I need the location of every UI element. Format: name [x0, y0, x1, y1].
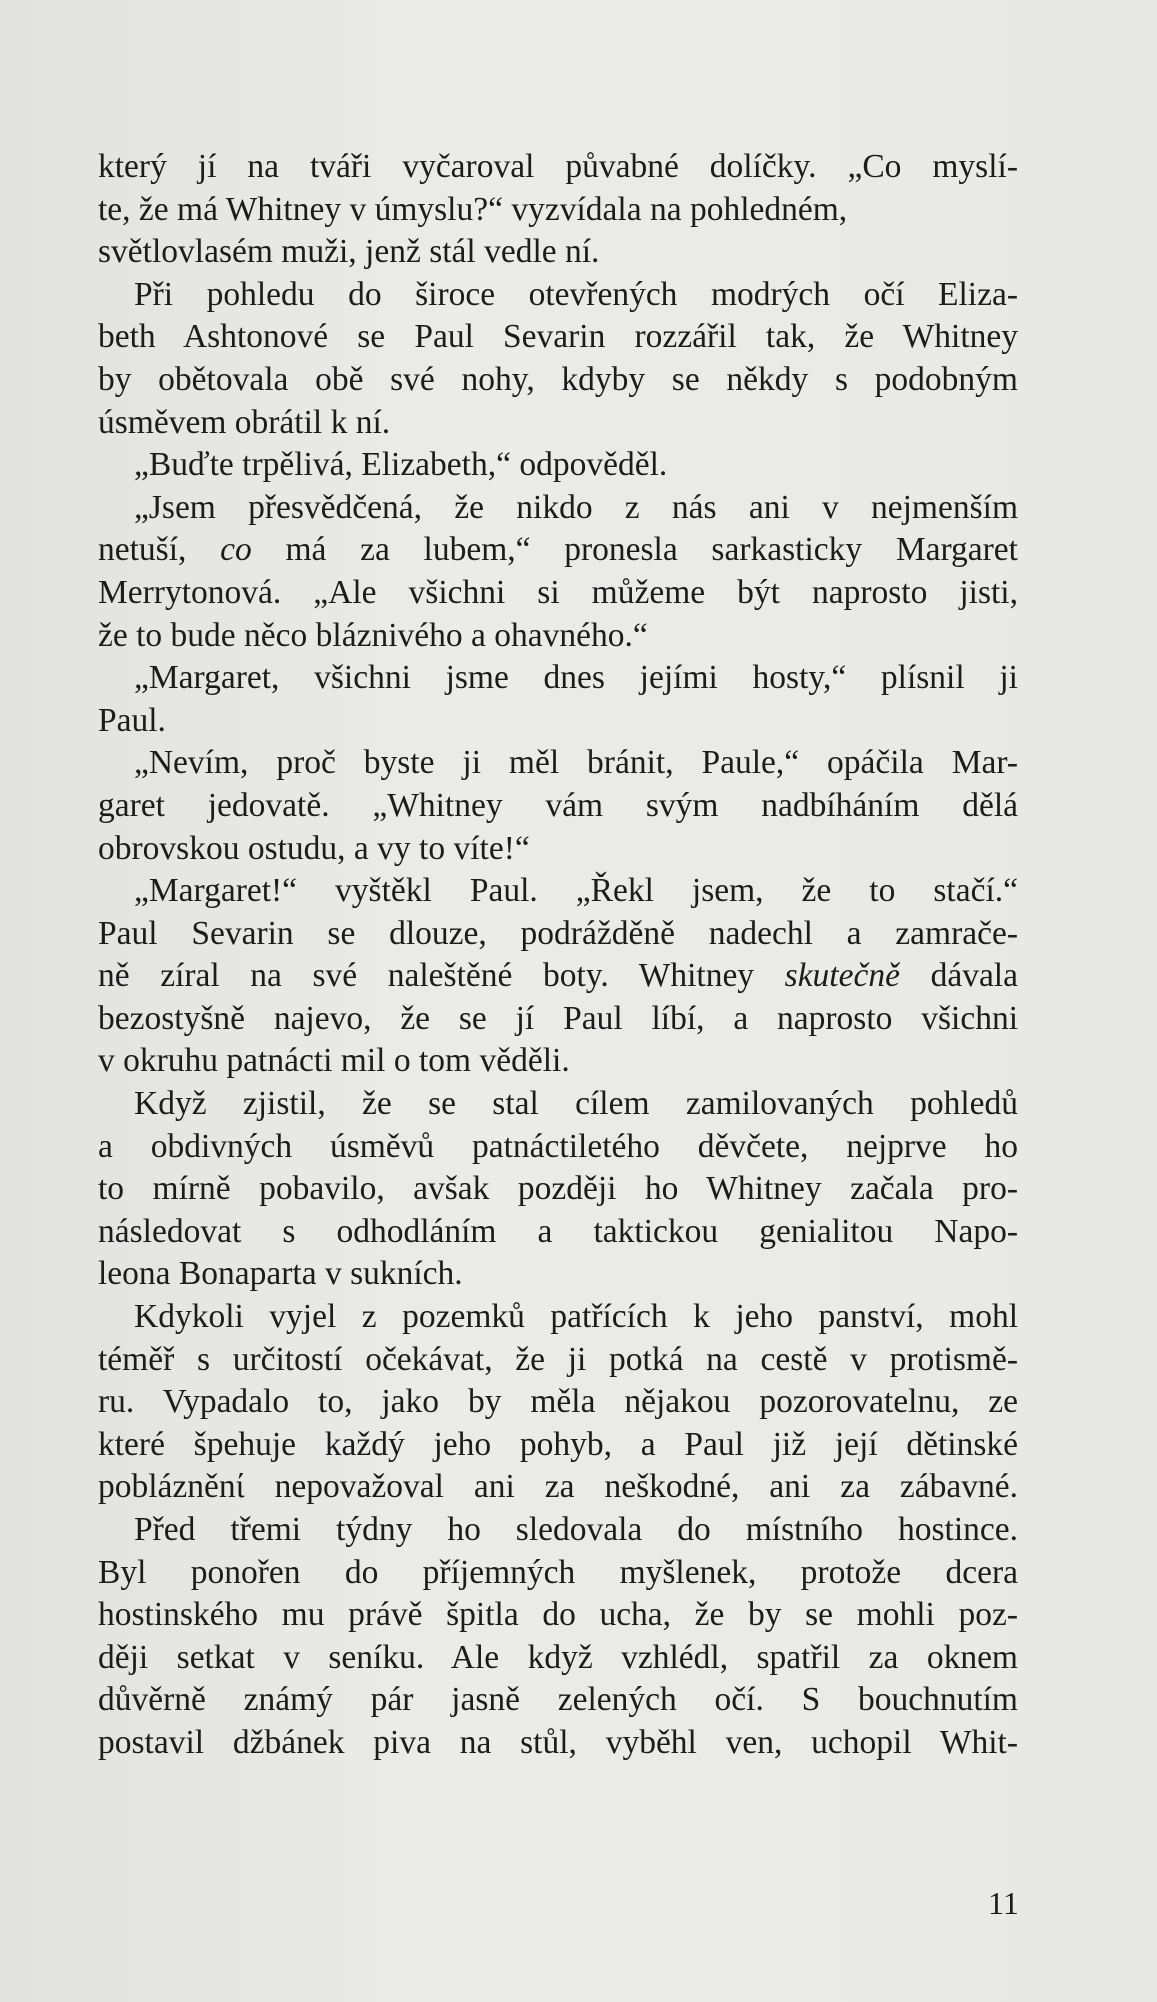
text-line: to mírně pobavilo, avšak později ho Whitney začala pro- — [98, 1170, 1018, 1208]
body-text — [98, 146, 1018, 1765]
text-line: úsměvem obrátil k ní. — [98, 403, 391, 441]
text-line: garet jedovatě. „Whitney vám svým nadbíháním dělá — [98, 786, 1018, 824]
text-line: by obětovala obě své nohy, kdyby se někdy s podobným — [98, 360, 1018, 398]
text-line: beth Ashtonové se Paul Sevarin rozzářil tak, že Whitney — [98, 318, 1018, 356]
text-line: který jí na tváři vyčaroval půvabné dolíčky. „Co myslí- — [98, 148, 1018, 185]
page-number: 11 — [988, 1885, 1019, 1921]
text-line: Když zjistil, že se stal cílem zamilovaných pohledů — [134, 1085, 1018, 1123]
text-line: „Margaret, všichni jsme dnes jejími hosty,“ plísnil ji — [134, 659, 1018, 697]
text-line: že to bude něco bláznivého a ohavného.“ — [98, 616, 648, 654]
text-line: Merrytonová. „Ale všichni si můžeme být naprosto jisti, — [98, 573, 1018, 611]
text-line: te, že má Whitney v úmyslu?“ vyzvídala na pohledném, — [98, 190, 848, 228]
text-line: a obdivných úsměvů patnáctiletého děvčete, nejprve ho — [98, 1127, 1018, 1165]
text-line: ru. Vypadalo to, jako by měla nějakou pozorovatelnu, ze — [98, 1383, 1018, 1421]
text-line: následovat s odhodláním a taktickou genialitou Napo- — [98, 1212, 1018, 1250]
text-line: obrovskou ostudu, a vy to víte!“ — [98, 829, 530, 867]
text-line: „Nevím, proč byste ji měl bránit, Paule,“ opáčila Mar- — [134, 744, 1018, 782]
text-line: poblázněnί nepovažoval ani za neškodné, ani za zábavné. — [98, 1468, 1018, 1506]
text-line: „Jsem přesvědčená, že nikdo z nás ani v nejmenším — [134, 488, 1018, 526]
text-line: netuší, co má za lubem,“ pronesla sarkasticky Margaret — [98, 531, 1018, 569]
text-line: světlovlasém muži, jenž stál vedle ní. — [98, 233, 600, 271]
text-line: leona Bonaparta v sukních. — [98, 1255, 463, 1293]
text-line: „Buďte trpělivá, Elizabeth,“ odpověděl. — [134, 446, 668, 484]
text-line: postavil džbánek piva na stůl, vyběhl ven, uchopil Whit- — [98, 1723, 1018, 1761]
text-line: ně zíral na své naleštěné boty. Whitney skutečně dávala — [98, 957, 1018, 995]
text-line: v okruhu patnácti mil o tom věděli. — [98, 1042, 570, 1080]
text-line: bezostyšně najevo, že se jí Paul líbí, a naprosto všichni — [98, 999, 1018, 1037]
text-line: Při pohledu do široce otevřených modrých očí Eliza- — [134, 275, 1018, 313]
text-line: hostinského mu právě špitla do ucha, že by se mohli poz- — [98, 1596, 1018, 1634]
text-line: Paul. — [98, 701, 166, 739]
text-line: „Margaret!“ vyštěkl Paul. „Řekl jsem, že to stačí.“ — [134, 872, 1018, 910]
text-line: téměř s určitostí očekávat, že ji potká na cestě v protismě- — [98, 1340, 1018, 1378]
text-line: Před třemi týdny ho sledovala do místního hostince. — [134, 1511, 1018, 1548]
text-line: ději setkat v seníku. Ale když vzhlédl, spatřil za oknem — [98, 1638, 1018, 1676]
text-line: Byl ponořen do příjemných myšlenek, protože dcera — [98, 1553, 1018, 1591]
text-line: důvěrně známý pár jasně zelených očí. S bouchnutím — [98, 1681, 1018, 1719]
text-line: Kdykoli vyjel z pozemků patřících k jeho panství, mohl — [134, 1298, 1018, 1336]
text-line: Paul Sevarin se dlouze, podrážděně nadechl a zamrače- — [98, 914, 1018, 952]
text-line: které špehuje každý jeho pohyb, a Paul již její dětinské — [98, 1425, 1018, 1463]
